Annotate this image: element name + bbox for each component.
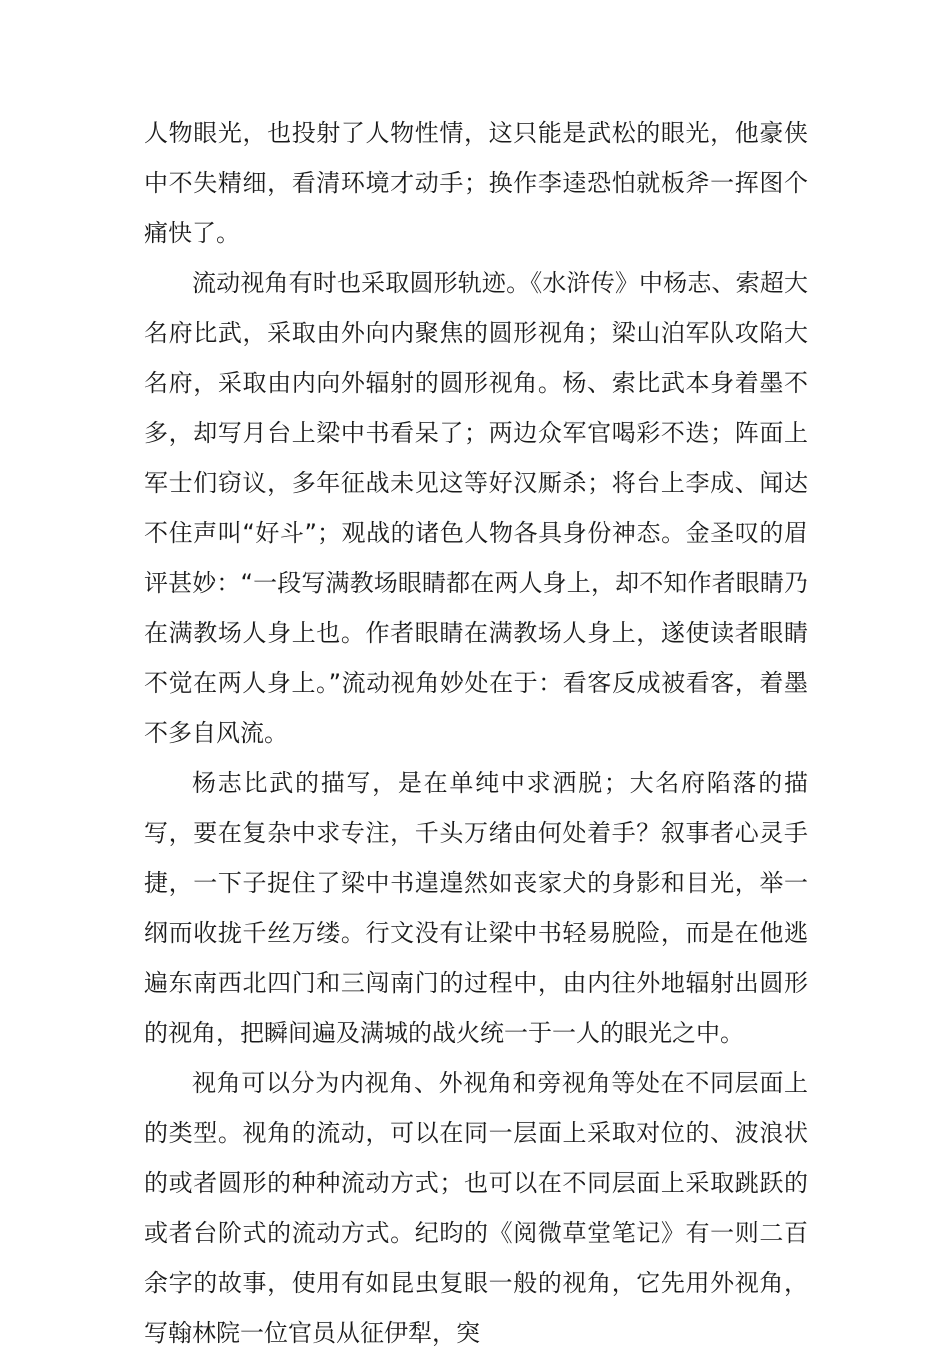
paragraph-4: 视角可以分为内视角、外视角和旁视角等处在不同层面上的类型。视角的流动，可以在同一层面上采取对位的、波浪状的或者圆形的种种流动方式；也可以在不同层面上采取跳跃的或者台阶式的流动方式。纪昀的《阅微草堂笔记》有一则二百余字的故事，使用有如昆虫复眼一般的视角，它先用外视角，写翰林院一位官员从征伊犁，突 xyxy=(144,1069,808,1347)
paragraph-1: 人物眼光，也投射了人物性情，这只能是武松的眼光，他豪侠中不失精细，看清环境才动手；换作李逵恐怕就板斧一挥图个痛快了。 xyxy=(144,119,808,247)
paragraph-2: 流动视角有时也采取圆形轨迹。《水浒传》中杨志、索超大名府比武，采取由外向内聚焦的圆形视角；梁山泊军队攻陷大名府，采取由内向外辐射的圆形视角。杨、索比武本身着墨不多，却写月台上梁中书看呆了；两边众军官喝彩不迭；阵面上军士们窃议，多年征战未见这等好汉厮杀；将台上李成、闻达不住声叫“好斗”；观战的诸色人物各具身份神态。金圣叹的眉评甚妙：“一段写满教场眼睛都在两人身上，却不知作者眼睛乃在满教场人身上也。作者眼睛在满教场人身上，遂使读者眼睛不觉在两人身上。”流动视角妙处在于：看客反成被看客，着墨不多自风流。 xyxy=(144,269,808,747)
paragraph-3: 杨志比武的描写，是在单纯中求洒脱；大名府陷落的描写，要在复杂中求专注，千头万绪由何处着手？叙事者心灵手捷，一下子捉住了梁中书遑遑然如丧家犬的身影和目光，举一纲而收拢千丝万缕。行文没有让梁中书轻易脱险，而是在他逃遍东南西北四门和三闯南门的过程中，由内往外地辐射出圆形的视角，把瞬间遍及满城的战火统一于一人的眼光之中。 xyxy=(144,769,808,1047)
body-text xyxy=(144,108,808,1358)
